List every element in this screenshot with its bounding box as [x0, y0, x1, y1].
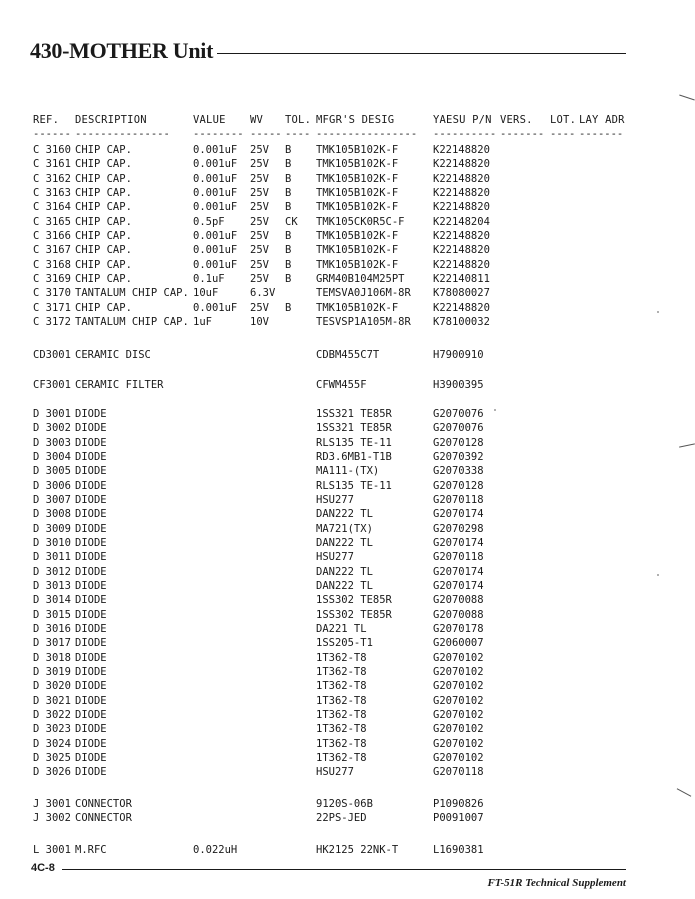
part-ref: CF3001: [33, 378, 71, 391]
part-wv: 25V: [250, 215, 269, 228]
part-description: DIODE: [75, 465, 107, 478]
part-mfgr-desig: DAN222 TL: [316, 536, 373, 549]
part-tol: B: [285, 201, 292, 214]
dash-value: --------: [193, 128, 244, 140]
part-yaesu-pn: K22148820: [433, 144, 490, 156]
part-description: DIODE: [75, 651, 107, 664]
part-yaesu-pn: P1090826: [433, 797, 484, 810]
part-description: DIODE: [75, 680, 107, 693]
part-tol: B: [285, 158, 292, 171]
part-tol: B: [285, 229, 292, 242]
part-tol: B: [285, 172, 292, 185]
part-description: DIODE: [75, 751, 107, 764]
part-ref: D 3012: [33, 565, 71, 578]
part-description: DIODE: [75, 622, 107, 635]
part-description: CONNECTOR: [75, 811, 132, 824]
part-mfgr-desig: CFWM455F: [316, 378, 367, 391]
part-ref: D 3003: [33, 436, 71, 449]
part-ref: J 3001: [33, 797, 71, 810]
part-value: 0.001uF: [193, 144, 238, 156]
part-ref: C 3171: [33, 301, 71, 314]
part-ref: D 3024: [33, 737, 71, 750]
part-value: 0.001uF: [193, 186, 238, 199]
part-description: TANTALUM CHIP CAP.: [75, 287, 189, 300]
part-mfgr-desig: 1T362-T8: [316, 694, 367, 707]
col-header-description: DESCRIPTION: [75, 114, 147, 126]
footer-rule: [62, 869, 626, 870]
part-mfgr-desig: RLS135 TE-11: [316, 436, 392, 449]
part-value: 1uF: [193, 315, 212, 328]
part-description: DIODE: [75, 723, 107, 736]
part-mfgr-desig: TEMSVA0J106M-8R: [316, 287, 411, 300]
part-tol: CK: [285, 215, 298, 228]
part-description: CHIP CAP.: [75, 201, 132, 214]
part-value: 0.022uH: [193, 844, 238, 857]
part-mfgr-desig: TMK105B102K-F: [316, 201, 399, 214]
part-yaesu-pn: G2070088: [433, 608, 484, 621]
part-ref: C 3172: [33, 315, 71, 328]
part-ref: D 3021: [33, 694, 71, 707]
dash-lot: ----: [550, 128, 576, 140]
part-yaesu-pn: G2070102: [433, 694, 484, 707]
page-title: 430-MOTHER Unit: [30, 38, 214, 63]
part-yaesu-pn: G2070128: [433, 479, 484, 492]
part-ref: C 3169: [33, 272, 71, 285]
part-ref: J 3002: [33, 811, 71, 824]
scan-speck: [494, 409, 496, 411]
part-mfgr-desig: TMK105B102K-F: [316, 172, 399, 185]
part-description: CHIP CAP.: [75, 272, 132, 285]
part-mfgr-desig: HSU277: [316, 551, 354, 564]
part-description: DIODE: [75, 551, 107, 564]
part-ref: D 3002: [33, 422, 71, 435]
part-description: DIODE: [75, 522, 107, 535]
col-header-vers: VERS.: [500, 114, 533, 126]
part-wv: 25V: [250, 272, 269, 285]
part-yaesu-pn: G2070392: [433, 450, 484, 463]
part-mfgr-desig: HSU277: [316, 493, 354, 506]
part-yaesu-pn: G2070102: [433, 708, 484, 721]
part-yaesu-pn: K22140811: [433, 272, 490, 285]
dash-vers: -------: [500, 128, 545, 140]
part-ref: CD3001: [33, 349, 71, 362]
part-mfgr-desig: TMK105B102K-F: [316, 186, 399, 199]
part-mfgr-desig: TMK105B102K-F: [316, 301, 399, 314]
part-description: DIODE: [75, 422, 107, 435]
part-value: 0.1uF: [193, 272, 225, 285]
part-ref: D 3019: [33, 665, 71, 678]
part-ref: D 3013: [33, 579, 71, 592]
part-mfgr-desig: TMK105CK0R5C-F: [316, 215, 405, 228]
part-yaesu-pn: G2070102: [433, 737, 484, 750]
part-yaesu-pn: G2070102: [433, 651, 484, 664]
part-yaesu-pn: G2070118: [433, 551, 484, 564]
part-mfgr-desig: 1T362-T8: [316, 723, 367, 736]
dash-yaesu-pn: ----------: [433, 128, 497, 140]
part-ref: D 3022: [33, 708, 71, 721]
part-ref: C 3166: [33, 229, 71, 242]
part-ref: D 3020: [33, 680, 71, 693]
part-description: CONNECTOR: [75, 797, 132, 810]
part-description: CHIP CAP.: [75, 258, 132, 271]
part-ref: C 3167: [33, 244, 71, 257]
part-mfgr-desig: TMK105B102K-F: [316, 244, 399, 257]
part-yaesu-pn: G2070178: [433, 622, 484, 635]
part-yaesu-pn: K78100032: [433, 315, 490, 328]
part-description: DIODE: [75, 565, 107, 578]
part-ref: C 3162: [33, 172, 71, 185]
part-ref: C 3168: [33, 258, 71, 271]
part-value: 0.001uF: [193, 258, 238, 271]
part-ref: D 3014: [33, 594, 71, 607]
part-yaesu-pn: L1690381: [433, 844, 484, 857]
part-ref: D 3007: [33, 493, 71, 506]
part-tol: B: [285, 186, 292, 199]
part-yaesu-pn: G2070118: [433, 766, 484, 779]
part-mfgr-desig: MA721(TX): [316, 522, 373, 535]
col-header-lay-adr: LAY ADR: [579, 114, 625, 126]
part-yaesu-pn: K22148820: [433, 158, 490, 171]
part-wv: 25V: [250, 201, 269, 214]
part-value: 10uF: [193, 287, 219, 300]
part-description: CHIP CAP.: [75, 144, 132, 156]
scan-edge-mark: [679, 443, 695, 447]
part-ref: D 3009: [33, 522, 71, 535]
col-header-wv: WV: [250, 114, 264, 126]
part-wv: 25V: [250, 186, 269, 199]
part-value: 0.001uF: [193, 201, 238, 214]
part-description: DIODE: [75, 508, 107, 521]
part-mfgr-desig: 1T362-T8: [316, 708, 367, 721]
col-header-value: VALUE: [193, 114, 226, 126]
dash-description: ---------------: [75, 128, 170, 140]
part-tol: B: [285, 258, 292, 271]
part-mfgr-desig: HK2125 22NK-T: [316, 844, 399, 857]
part-mfgr-desig: CDBM455C7T: [316, 349, 380, 362]
part-ref: D 3016: [33, 622, 71, 635]
part-ref: D 3023: [33, 723, 71, 736]
part-description: CHIP CAP.: [75, 301, 132, 314]
part-yaesu-pn: K22148204: [433, 215, 490, 228]
part-mfgr-desig: 1SS205-T1: [316, 637, 373, 650]
part-mfgr-desig: DA221 TL: [316, 622, 367, 635]
part-value: 0.001uF: [193, 172, 238, 185]
part-yaesu-pn: K22148820: [433, 244, 490, 257]
part-yaesu-pn: H3900395: [433, 378, 484, 391]
part-mfgr-desig: 22PS-JED: [316, 811, 367, 824]
part-value: 0.5pF: [193, 215, 225, 228]
part-mfgr-desig: DAN222 TL: [316, 565, 373, 578]
part-description: CHIP CAP.: [75, 244, 132, 257]
part-description: M.RFC: [75, 844, 107, 857]
part-yaesu-pn: K22148820: [433, 301, 490, 314]
dash-wv: -----: [250, 128, 282, 140]
col-header-lot: LOT.: [550, 114, 577, 126]
part-mfgr-desig: 1T362-T8: [316, 680, 367, 693]
part-mfgr-desig: 1SS321 TE85R: [316, 407, 392, 420]
part-ref: D 3005: [33, 465, 71, 478]
part-description: DIODE: [75, 450, 107, 463]
part-description: TANTALUM CHIP CAP.: [75, 315, 189, 328]
part-description: DIODE: [75, 594, 107, 607]
part-value: 0.001uF: [193, 244, 238, 257]
part-mfgr-desig: TMK105B102K-F: [316, 258, 399, 271]
dash-mfgr: ----------------: [316, 128, 418, 140]
part-ref: C 3161: [33, 158, 71, 171]
part-mfgr-desig: TESVSP1A105M-8R: [316, 315, 411, 328]
part-mfgr-desig: 9120S-06B: [316, 797, 373, 810]
part-tol: B: [285, 272, 292, 285]
part-wv: 25V: [250, 244, 269, 257]
scan-edge-mark: [679, 95, 695, 101]
part-wv: 25V: [250, 172, 269, 185]
part-yaesu-pn: G2070298: [433, 522, 484, 535]
dash-ref: ------: [33, 128, 71, 140]
part-tol: B: [285, 244, 292, 257]
dash-lay-adr: -------: [579, 128, 624, 140]
part-value: 0.001uF: [193, 301, 238, 314]
part-ref: D 3006: [33, 479, 71, 492]
part-yaesu-pn: G2070128: [433, 436, 484, 449]
part-yaesu-pn: G2070102: [433, 751, 484, 764]
part-yaesu-pn: H7900910: [433, 349, 484, 362]
part-wv: 25V: [250, 144, 269, 156]
part-mfgr-desig: RD3.6MB1-T1B: [316, 450, 392, 463]
part-mfgr-desig: 1SS321 TE85R: [316, 422, 392, 435]
part-yaesu-pn: G2070174: [433, 579, 484, 592]
part-ref: D 3017: [33, 637, 71, 650]
title-rule: [217, 53, 626, 54]
footer-publication: FT-51R Technical Supplement: [487, 877, 626, 889]
part-mfgr-desig: MA111-(TX): [316, 465, 380, 478]
part-description: DIODE: [75, 637, 107, 650]
part-ref: D 3011: [33, 551, 71, 564]
part-yaesu-pn: K22148820: [433, 172, 490, 185]
part-mfgr-desig: 1T362-T8: [316, 651, 367, 664]
part-wv: 10V: [250, 315, 269, 328]
header-underline-row: [0, 127, 624, 141]
part-mfgr-desig: DAN222 TL: [316, 508, 373, 521]
part-yaesu-pn: K22148820: [433, 229, 490, 242]
part-mfgr-desig: 1SS302 TE85R: [316, 608, 392, 621]
part-yaesu-pn: G2070118: [433, 493, 484, 506]
part-ref: D 3026: [33, 766, 71, 779]
column-header-row: [0, 113, 625, 127]
part-description: DIODE: [75, 579, 107, 592]
part-wv: 25V: [250, 158, 269, 171]
scan-edge-mark: [677, 788, 692, 796]
part-ref: D 3001: [33, 407, 71, 420]
part-description: DIODE: [75, 407, 107, 420]
part-yaesu-pn: G2070338: [433, 465, 484, 478]
part-yaesu-pn: G2070102: [433, 665, 484, 678]
part-ref: D 3004: [33, 450, 71, 463]
col-header-yaesu-pn: YAESU P/N: [433, 114, 492, 126]
part-mfgr-desig: 1T362-T8: [316, 737, 367, 750]
part-mfgr-desig: RLS135 TE-11: [316, 479, 392, 492]
part-yaesu-pn: G2070174: [433, 536, 484, 549]
part-wv: 25V: [250, 229, 269, 242]
col-header-tol: TOL.: [285, 114, 312, 126]
page-title-row: [30, 36, 626, 66]
part-wv: 25V: [250, 258, 269, 271]
part-yaesu-pn: K22148820: [433, 258, 490, 271]
part-ref: D 3025: [33, 751, 71, 764]
part-description: DIODE: [75, 479, 107, 492]
part-tol: B: [285, 301, 292, 314]
part-ref: D 3018: [33, 651, 71, 664]
part-description: DIODE: [75, 694, 107, 707]
part-ref: C 3165: [33, 215, 71, 228]
part-mfgr-desig: 1T362-T8: [316, 751, 367, 764]
part-yaesu-pn: P0091007: [433, 811, 484, 824]
part-ref: C 3170: [33, 287, 71, 300]
part-mfgr-desig: DAN222 TL: [316, 579, 373, 592]
part-ref: C 3163: [33, 186, 71, 199]
part-description: DIODE: [75, 708, 107, 721]
part-mfgr-desig: TMK105B102K-F: [316, 229, 399, 242]
part-description: DIODE: [75, 436, 107, 449]
part-mfgr-desig: 1T362-T8: [316, 665, 367, 678]
part-mfgr-desig: TMK105B102K-F: [316, 158, 399, 171]
part-yaesu-pn: G2070088: [433, 594, 484, 607]
part-yaesu-pn: K22148820: [433, 186, 490, 199]
part-yaesu-pn: K78080027: [433, 287, 490, 300]
part-yaesu-pn: K22148820: [433, 201, 490, 214]
part-ref: D 3015: [33, 608, 71, 621]
part-description: CHIP CAP.: [75, 158, 132, 171]
part-description: CHIP CAP.: [75, 215, 132, 228]
part-ref: C 3160: [33, 144, 71, 156]
dash-tol: ----: [285, 128, 311, 140]
page-number: 4C-8: [31, 862, 55, 874]
part-mfgr-desig: TMK105B102K-F: [316, 144, 399, 156]
part-mfgr-desig: 1SS302 TE85R: [316, 594, 392, 607]
part-ref: C 3164: [33, 201, 71, 214]
scan-speck: [657, 574, 659, 576]
part-description: CHIP CAP.: [75, 186, 132, 199]
part-yaesu-pn: G2070174: [433, 508, 484, 521]
part-description: DIODE: [75, 493, 107, 506]
part-ref: L 3001: [33, 844, 71, 857]
part-mfgr-desig: GRM40B104M25PT: [316, 272, 405, 285]
part-value: 0.001uF: [193, 229, 238, 242]
part-description: DIODE: [75, 608, 107, 621]
part-yaesu-pn: G2070076: [433, 407, 484, 420]
part-wv: 25V: [250, 301, 269, 314]
part-yaesu-pn: G2070174: [433, 565, 484, 578]
part-yaesu-pn: G2070076: [433, 422, 484, 435]
part-ref: D 3010: [33, 536, 71, 549]
part-description: DIODE: [75, 536, 107, 549]
part-yaesu-pn: G2070102: [433, 723, 484, 736]
part-yaesu-pn: G2060007: [433, 637, 484, 650]
part-description: DIODE: [75, 665, 107, 678]
part-description: CERAMIC DISC: [75, 349, 151, 362]
part-ref: D 3008: [33, 508, 71, 521]
col-header-mfgr: MFGR'S DESIG: [316, 114, 395, 126]
part-description: DIODE: [75, 766, 107, 779]
part-tol: B: [285, 144, 292, 156]
part-description: DIODE: [75, 737, 107, 750]
part-description: CERAMIC FILTER: [75, 378, 164, 391]
part-mfgr-desig: HSU277: [316, 766, 354, 779]
scan-speck: [657, 311, 659, 313]
part-yaesu-pn: G2070102: [433, 680, 484, 693]
col-header-ref: REF.: [33, 114, 60, 126]
part-wv: 6.3V: [250, 287, 276, 300]
part-description: CHIP CAP.: [75, 172, 132, 185]
part-value: 0.001uF: [193, 158, 238, 171]
part-description: CHIP CAP.: [75, 229, 132, 242]
